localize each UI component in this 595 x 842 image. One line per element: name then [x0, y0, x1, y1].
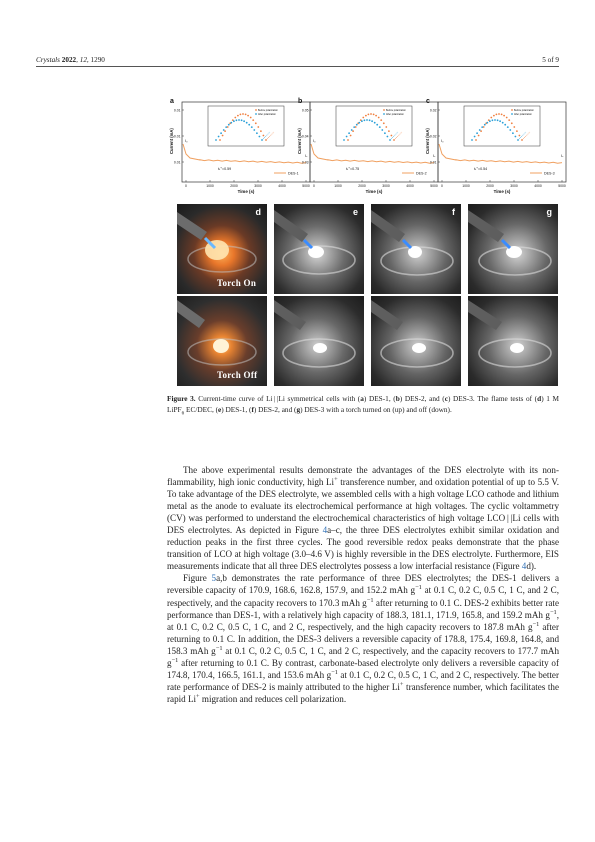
torch-nozzle-icon: [468, 296, 558, 386]
inset-after-point: [381, 129, 383, 131]
inset-before-point: [501, 114, 503, 116]
inset-after-point: [476, 132, 478, 134]
y-tick-label: 0.01: [173, 108, 181, 113]
inset-before-point: [263, 135, 265, 137]
inset-after-point: [369, 119, 371, 121]
inset-before-point: [247, 115, 249, 117]
inset-before-point: [368, 114, 370, 116]
inset-after-point: [238, 119, 240, 121]
i0-label: I₀: [185, 139, 188, 143]
inset-after-point: [228, 124, 230, 126]
torch-nozzle-icon: [274, 296, 364, 386]
current-curve: [311, 144, 434, 163]
legend-label: DES-1: [288, 171, 299, 176]
inset-after-point: [220, 132, 222, 134]
x-tick-label: 3000: [254, 184, 262, 188]
inset-after-point: [371, 120, 373, 122]
chart-c-svg: [424, 96, 580, 199]
y-axis-label: Current (mA): [297, 128, 302, 154]
y-axis-label: Current (mA): [169, 128, 174, 154]
current-curve: [439, 144, 562, 163]
transference-number-label: tₗᵢ⁺=0.75: [346, 167, 360, 171]
torch-nozzle-icon: [274, 204, 364, 294]
inset-after-point: [243, 120, 245, 122]
iss-label: Iₛ: [305, 154, 308, 158]
page-number: 5 of 9: [542, 56, 559, 64]
inset-before-point: [480, 130, 482, 132]
inset-before-point: [388, 130, 390, 132]
photo-d-torch-on: [177, 204, 267, 294]
x-tick-label: 5000: [558, 184, 566, 188]
inset-before-point: [237, 115, 239, 117]
chart-panel-c: [424, 96, 580, 199]
inset-before-point: [362, 117, 364, 119]
y-tick-label: 0.05: [301, 108, 309, 113]
inset-before-point: [490, 117, 492, 119]
inset-before-point: [516, 130, 518, 132]
inset-after-point: [364, 119, 366, 121]
inset-legend-before: Before polarization: [514, 109, 534, 112]
x-tick-label: 0: [313, 184, 315, 188]
inset-before-point: [352, 130, 354, 132]
inset-after-point: [471, 139, 473, 141]
inset-after-point: [225, 126, 227, 128]
inset-after-point: [484, 124, 486, 126]
y-tick-label: 0.03: [301, 160, 309, 165]
inset-before-point: [503, 115, 505, 117]
inset-legend-before-marker: [511, 109, 513, 111]
body-paragraph-2: Figure 5a,b demonstrates the rate performance of three DES electrolytes; the DES-1 delivers a reversible capacity of 170.9, 168.6, 162.8, 157.9, and 152.2 mAh $g^{-1}$ at 0.1 C, 0.2 C, 0.5 C, 1 C, and 2 C, respectively, and the capacity recovers to 170.3 mAh $g^{-1}$ after returning to 0.1 C. DES-2 exhibits better rate performance than DES-1, with a relatively high capacity of 188.3, 181.1, 171.9, 165.8, and 159.2 mAh $g^{-1}$, at 0.1 C, 0.2 C, 0.5 C, 1 C, and 2 C, respectively, and the high capacity recovers to 187.8 mAh $g^{-1}$ after returning to 0.1 C. In addition, the DES-3 delivers a reversible capacity of 178.8, 175.4, 169.8, 164.8, and 158.3 mAh $g^{-1}$ at 0.1 C, 0.2 C, 0.5 C, 1 C, and 2 C, respectively, and the capacity recovers to 177.7 mAh $g^{-1}$ after returning to 0.1 C. By contrast, carbonate-based electrolyte only delivers a reversible capacity of 174.8, 170.4, 166.5, 161.1, and 153.6 mAh $g^{-1}$ at 0.1 C, 0.2 C, 0.5 C, 1 C, and 2 C, respectively. The better rate performance of DES-2 is mainly attributed to the higher Li+ transference number, which facilitates the rapid Li+ migration and reduces cell polarization.: [167, 573, 560, 704]
inset-before-point: [498, 113, 500, 115]
x-tick-label: 0: [185, 184, 187, 188]
inset-after-point: [376, 124, 378, 126]
inset-legend-before: Before polarization: [386, 109, 406, 112]
torch-off-label: Torch Off: [217, 370, 258, 380]
x-tick-label: 5000: [302, 184, 310, 188]
photo-e-torch-on: [274, 204, 364, 294]
inset-after-point: [489, 120, 491, 122]
inset-legend-after-marker: [511, 113, 513, 115]
inset-after-point: [215, 139, 217, 141]
torch-nozzle-icon: [371, 296, 461, 386]
body-text: [167, 464, 559, 705]
inset-before-point: [240, 114, 242, 116]
inset-before-point: [383, 122, 385, 124]
inset-before-point: [257, 126, 259, 128]
inset-legend-before-marker: [383, 109, 385, 111]
transference-number-label: tₗᵢ⁺=0.54: [474, 167, 488, 171]
inset-before-point: [508, 119, 510, 121]
inset-before-point: [224, 130, 226, 132]
inset-before-point: [506, 117, 508, 119]
inset-after-point: [256, 132, 258, 134]
inset-legend-after: After polarization: [258, 113, 276, 116]
inset-after-point: [481, 126, 483, 128]
inset-after-point: [230, 122, 232, 124]
torch-nozzle-icon: [371, 204, 461, 294]
running-header: Crystals 2022, 12, 1290: [36, 56, 105, 64]
photo-f-torch-off: [371, 296, 461, 386]
inset-after-point: [223, 129, 225, 131]
x-tick-label: 3000: [382, 184, 390, 188]
inset-after-point: [379, 126, 381, 128]
inset-after-point: [515, 136, 517, 138]
inset-after-point: [351, 129, 353, 131]
x-tick-label: 4000: [278, 184, 286, 188]
inset-before-point: [250, 117, 252, 119]
inset-after-point: [348, 132, 350, 134]
inset-after-point: [499, 120, 501, 122]
legend-label: DES-3: [544, 171, 555, 176]
y-tick-label: 0.02: [429, 134, 437, 139]
inset-before-point: [222, 135, 224, 137]
inset-before-point: [255, 122, 257, 124]
figure-caption: Figure 3. Current-time curve of Li | |Li symmetrical cells with (a) DES-1, (b) DES-2, and (c) DES-3. The flame tests of (d) 1 M LiPF$_6$ EC/DEC, (e) DES-1, (f) DES-2, and (g) DES-3 with a torch turned on (up) and off (down).: [167, 394, 559, 417]
inset-before-point: [519, 135, 521, 137]
inset-after-point: [494, 119, 496, 121]
inset-before-point: [513, 126, 515, 128]
inset-before-point: [347, 139, 349, 141]
i0-label: I₀: [313, 139, 316, 143]
x-tick-label: 2000: [486, 184, 494, 188]
journal-year: 2022: [61, 56, 77, 64]
inset-before-point: [370, 113, 372, 115]
photo-f-torch-on: [371, 204, 461, 294]
inset-after-point: [361, 120, 363, 122]
inset-after-point: [233, 120, 235, 122]
body-paragraph-1: The above experimental results demonstrate the advantages of the DES electrolyte with its non-flammability, high ionic conductivity, high Li+ transference number, and oxidation potential of up to 5.5 V. To take advantage of the DES electrolyte, we assembled cells with a high voltage LCO cathode and lithium metal as the anode to evaluate its electrochemical performance at high voltages. The cyclic voltammetry (CV) was performed to understand the electrochemical characteristics of high voltage LCO | |Li cells with DES electrolytes. As depicted in Figure 4a–c, the three DES electrolytes exhibit similar oxidation and reduction peaks in the first three cycles. The good reversible redox peaks demonstrate that the phase transition of LCO at high voltage (3.0–4.6 V) is highly reversible in the DES electrolyte. Furthermore, EIS measurements indicate that all three DES electrolytes possess a low interfacial resistance (Figure 4d).: [167, 465, 559, 572]
inset-after-point: [241, 119, 243, 121]
inset-before-point: [511, 122, 513, 124]
inset-before-point: [242, 113, 244, 115]
inset-before-point: [496, 114, 498, 116]
inset-after-point: [218, 136, 220, 138]
x-tick-label: 1000: [334, 184, 342, 188]
inset-before-point: [380, 119, 382, 121]
inset-before-point: [365, 115, 367, 117]
inset-before-point: [219, 139, 221, 141]
legend-label: DES-2: [416, 171, 427, 176]
photo-d-torch-off: [177, 296, 267, 386]
panel-letter: b: [298, 98, 303, 105]
inset-before-point: [350, 135, 352, 137]
inset-after-point: [353, 126, 355, 128]
inset-after-point: [497, 119, 499, 121]
y-tick-label: 0.01: [173, 134, 181, 139]
inset-legend-before: Before polarization: [258, 109, 278, 112]
x-axis-label: Time (s): [237, 189, 255, 194]
x-tick-label: 4000: [534, 184, 542, 188]
inset-legend-before-marker: [255, 109, 257, 111]
inset-before-point: [260, 130, 262, 132]
inset-legend-after-marker: [255, 113, 257, 115]
inset-before-point: [252, 119, 254, 121]
x-tick-label: 0: [441, 184, 443, 188]
inset-before-point: [493, 115, 495, 117]
inset-after-point: [259, 136, 261, 138]
panel-letter: c: [426, 98, 430, 105]
inset-before-point: [475, 139, 477, 141]
inset-before-point: [375, 115, 377, 117]
panel-letter: a: [170, 98, 174, 105]
x-axis-label: Time (s): [365, 189, 383, 194]
photo-g-letter: g: [546, 207, 552, 217]
inset-after-point: [479, 129, 481, 131]
y-tick-label: 0.01: [173, 160, 181, 165]
inset-legend-after: After polarization: [514, 113, 532, 116]
x-tick-label: 2000: [230, 184, 238, 188]
x-tick-label: 4000: [406, 184, 414, 188]
transference-number-label: tₗᵢ⁺=0.59: [218, 167, 232, 171]
article-number: 1290: [90, 56, 105, 64]
x-tick-label: 3000: [510, 184, 518, 188]
torch-on-label: Torch On: [217, 278, 257, 288]
y-tick-label: 0.04: [301, 134, 309, 139]
journal-volume: 12: [79, 56, 87, 64]
photo-g-torch-on: [468, 204, 558, 294]
iss-label: Iₛ: [433, 154, 436, 158]
inset-after-point: [509, 129, 511, 131]
inset-after-point: [356, 124, 358, 126]
header-rule: [36, 66, 559, 67]
inset-before-point: [245, 114, 247, 116]
inset-after-point: [502, 122, 504, 124]
inset-after-point: [251, 126, 253, 128]
inset-legend-after: After polarization: [386, 113, 404, 116]
torch-nozzle-icon: [468, 204, 558, 294]
inset-after-point: [507, 126, 509, 128]
inset-after-point: [387, 136, 389, 138]
inset-after-point: [246, 122, 248, 124]
inset-after-point: [343, 139, 345, 141]
y-tick-label: 0.01: [429, 160, 437, 165]
inset-after-point: [366, 119, 368, 121]
inset-before-point: [391, 135, 393, 137]
inset-after-point: [504, 124, 506, 126]
inset-after-point: [486, 122, 488, 124]
inset-after-point: [492, 119, 494, 121]
inset-before-point: [378, 117, 380, 119]
inset-before-point: [385, 126, 387, 128]
x-tick-label: 1000: [206, 184, 214, 188]
x-tick-label: 1000: [462, 184, 470, 188]
current-curve: [183, 144, 306, 163]
inset-after-point: [236, 119, 238, 121]
inset-legend-after-marker: [383, 113, 385, 115]
y-tick-label: 0.02: [429, 108, 437, 113]
photo-f-letter: f: [452, 207, 455, 217]
x-tick-label: 2000: [358, 184, 366, 188]
inset-before-point: [478, 135, 480, 137]
y-axis-label: Current (mA): [425, 128, 430, 154]
photo-e-torch-off: [274, 296, 364, 386]
photo-d-letter: d: [255, 207, 261, 217]
inset-after-point: [384, 132, 386, 134]
journal-name: Crystals: [36, 56, 60, 64]
inset-before-point: [373, 114, 375, 116]
inset-after-point: [358, 122, 360, 124]
inset-after-point: [474, 136, 476, 138]
iss-label: Iₛ: [561, 154, 564, 158]
inset-after-point: [512, 132, 514, 134]
inset-before-point: [234, 117, 236, 119]
photo-e-letter: e: [352, 207, 358, 217]
x-axis-label: Time (s): [493, 189, 511, 194]
x-tick-label: 5000: [430, 184, 438, 188]
i0-label: I₀: [441, 139, 444, 143]
inset-after-point: [374, 122, 376, 124]
inset-after-point: [346, 136, 348, 138]
inset-after-point: [253, 129, 255, 131]
photo-g-torch-off: [468, 296, 558, 386]
inset-after-point: [248, 124, 250, 126]
